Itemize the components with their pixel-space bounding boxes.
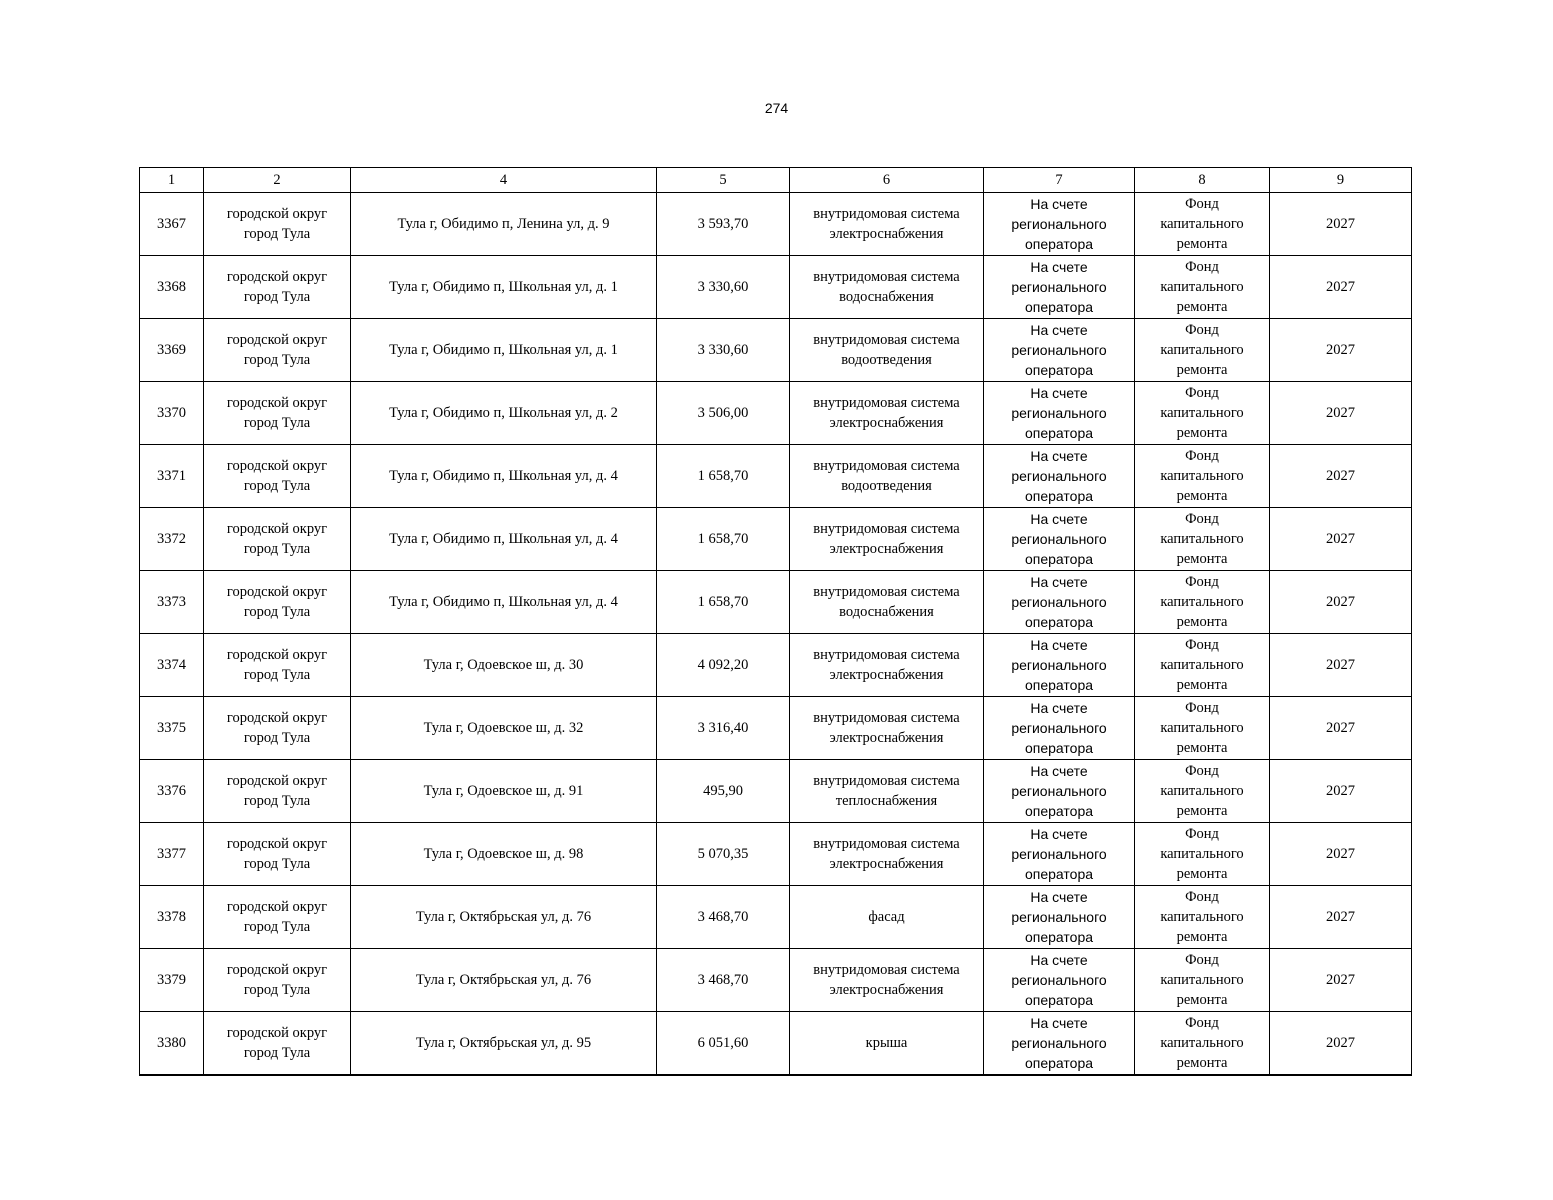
area-cell: 4 092,20	[657, 634, 790, 697]
area-cell: 1 658,70	[657, 571, 790, 634]
area-cell: 495,90	[657, 760, 790, 823]
account-cell-line: регионального	[1011, 531, 1107, 547]
fund-cell-line: капитального	[1160, 531, 1244, 547]
system-cell	[790, 193, 984, 256]
row-number-cell: 3377	[140, 823, 204, 886]
area-cell: 1 658,70	[657, 445, 790, 508]
row-number-cell: 3373	[140, 571, 204, 634]
table-body	[140, 193, 1412, 1076]
header-cell: 1	[140, 168, 204, 193]
district-cell-line: город Тула	[243, 730, 311, 746]
district-cell-line: город Тула	[243, 1045, 311, 1061]
area-cell: 6 051,60	[657, 1012, 790, 1076]
account-cell-line: регионального	[1011, 468, 1107, 484]
account-cell-line: На счете	[1030, 196, 1088, 212]
account-cell-line: оператора	[1024, 929, 1094, 945]
table-row	[140, 760, 1412, 823]
system-cell-line: электроснабжения	[829, 541, 944, 557]
system-cell-line: внутридомовая система	[813, 269, 960, 285]
system-cell	[790, 1012, 984, 1076]
fund-cell-line: капитального	[1160, 720, 1244, 736]
account-cell-line: оператора	[1024, 866, 1094, 882]
fund-cell	[1135, 256, 1270, 319]
table-row	[140, 445, 1412, 508]
district-cell-line: городской округ	[226, 647, 328, 663]
fund-cell-line: ремонта	[1176, 551, 1228, 567]
fund-cell	[1135, 634, 1270, 697]
row-number-cell: 3369	[140, 319, 204, 382]
row-number-cell: 3375	[140, 697, 204, 760]
area-cell: 5 070,35	[657, 823, 790, 886]
table-row	[140, 382, 1412, 445]
address-cell: Тула г, Обидимо п, Школьная ул, д. 1	[351, 256, 657, 319]
account-cell	[984, 760, 1135, 823]
fund-cell-line: Фонд	[1185, 1015, 1219, 1031]
account-cell-line: регионального	[1011, 720, 1107, 736]
account-cell	[984, 382, 1135, 445]
district-cell-line: город Тула	[243, 604, 311, 620]
district-cell	[204, 823, 351, 886]
year-cell: 2027	[1270, 1012, 1412, 1076]
system-cell-line: крыша	[865, 1035, 908, 1051]
account-cell-line: регионального	[1011, 972, 1107, 988]
account-cell-line: регионального	[1011, 783, 1107, 799]
fund-cell-line: ремонта	[1176, 677, 1228, 693]
account-cell-line: На счете	[1030, 385, 1088, 401]
address-cell: Тула г, Одоевское ш, д. 30	[351, 634, 657, 697]
fund-cell-line: Фонд	[1185, 196, 1219, 212]
table-row	[140, 949, 1412, 1012]
fund-cell-line: капитального	[1160, 468, 1244, 484]
district-cell-line: городской округ	[226, 269, 328, 285]
address-cell: Тула г, Обидимо п, Школьная ул, д. 1	[351, 319, 657, 382]
system-cell	[790, 886, 984, 949]
account-cell-line: На счете	[1030, 700, 1088, 716]
row-number-cell: 3367	[140, 193, 204, 256]
fund-cell-line: ремонта	[1176, 929, 1228, 945]
row-number-cell: 3370	[140, 382, 204, 445]
district-cell-line: город Тула	[243, 982, 311, 998]
fund-cell-line: Фонд	[1185, 511, 1219, 527]
account-cell-line: оператора	[1024, 236, 1094, 252]
fund-cell-line: капитального	[1160, 972, 1244, 988]
account-cell-line: оператора	[1024, 677, 1094, 693]
district-cell-line: городской округ	[226, 521, 328, 537]
account-cell-line: На счете	[1030, 259, 1088, 275]
fund-cell-line: ремонта	[1176, 992, 1228, 1008]
account-cell-line: На счете	[1030, 637, 1088, 653]
area-cell: 3 593,70	[657, 193, 790, 256]
fund-cell-line: Фонд	[1185, 385, 1219, 401]
account-cell-line: регионального	[1011, 657, 1107, 673]
fund-cell	[1135, 571, 1270, 634]
fund-cell-line: ремонта	[1176, 236, 1228, 252]
district-cell-line: городской округ	[226, 899, 328, 915]
address-cell: Тула г, Одоевское ш, д. 98	[351, 823, 657, 886]
fund-cell-line: капитального	[1160, 279, 1244, 295]
account-cell-line: оператора	[1024, 803, 1094, 819]
system-cell	[790, 382, 984, 445]
district-cell	[204, 445, 351, 508]
fund-cell	[1135, 823, 1270, 886]
year-cell: 2027	[1270, 823, 1412, 886]
system-cell	[790, 760, 984, 823]
system-cell-line: теплоснабжения	[835, 793, 938, 809]
district-cell-line: городской округ	[226, 773, 328, 789]
district-cell-line: город Тула	[243, 856, 311, 872]
district-cell-line: городской округ	[226, 458, 328, 474]
fund-cell-line: капитального	[1160, 1035, 1244, 1051]
address-cell: Тула г, Обидимо п, Школьная ул, д. 4	[351, 571, 657, 634]
system-cell-line: водоснабжения	[839, 604, 934, 620]
fund-cell-line: ремонта	[1176, 1055, 1228, 1071]
system-cell-line: электроснабжения	[829, 730, 944, 746]
area-cell: 3 316,40	[657, 697, 790, 760]
table-row	[140, 697, 1412, 760]
account-cell	[984, 571, 1135, 634]
district-cell	[204, 634, 351, 697]
header-cell: 5	[657, 168, 790, 193]
fund-cell	[1135, 382, 1270, 445]
account-cell	[984, 1012, 1135, 1076]
system-cell	[790, 697, 984, 760]
area-cell: 3 468,70	[657, 949, 790, 1012]
district-cell-line: город Тула	[243, 289, 311, 305]
account-cell	[984, 823, 1135, 886]
system-cell	[790, 256, 984, 319]
fund-cell-line: ремонта	[1176, 614, 1228, 630]
fund-cell-line: Фонд	[1185, 889, 1219, 905]
table-row	[140, 508, 1412, 571]
row-number-cell: 3368	[140, 256, 204, 319]
account-cell-line: регионального	[1011, 342, 1107, 358]
account-cell-line: регионального	[1011, 1035, 1107, 1051]
account-cell	[984, 445, 1135, 508]
system-cell-line: водоснабжения	[839, 289, 934, 305]
area-cell: 3 506,00	[657, 382, 790, 445]
account-cell-line: На счете	[1030, 574, 1088, 590]
district-cell-line: город Тула	[243, 919, 311, 935]
fund-cell-line: Фонд	[1185, 700, 1219, 716]
account-cell-line: На счете	[1030, 448, 1088, 464]
system-cell-line: электроснабжения	[829, 982, 944, 998]
system-cell-line: внутридомовая система	[813, 458, 960, 474]
account-cell	[984, 193, 1135, 256]
account-cell-line: регионального	[1011, 405, 1107, 421]
account-cell-line: оператора	[1024, 488, 1094, 504]
account-cell-line: регионального	[1011, 846, 1107, 862]
year-cell: 2027	[1270, 571, 1412, 634]
area-cell: 3 330,60	[657, 256, 790, 319]
fund-cell	[1135, 445, 1270, 508]
address-cell: Тула г, Октябрьская ул, д. 76	[351, 886, 657, 949]
account-cell	[984, 508, 1135, 571]
year-cell: 2027	[1270, 697, 1412, 760]
system-cell	[790, 823, 984, 886]
table-row	[140, 571, 1412, 634]
year-cell: 2027	[1270, 319, 1412, 382]
account-cell-line: На счете	[1030, 763, 1088, 779]
district-cell-line: город Тула	[243, 415, 311, 431]
system-cell	[790, 949, 984, 1012]
system-cell-line: внутридомовая система	[813, 521, 960, 537]
account-cell-line: регионального	[1011, 594, 1107, 610]
row-number-cell: 3376	[140, 760, 204, 823]
row-number-cell: 3380	[140, 1012, 204, 1076]
system-cell-line: внутридомовая система	[813, 332, 960, 348]
year-cell: 2027	[1270, 193, 1412, 256]
table-row	[140, 193, 1412, 256]
table-row	[140, 886, 1412, 949]
area-cell: 3 468,70	[657, 886, 790, 949]
account-cell	[984, 256, 1135, 319]
fund-cell-line: капитального	[1160, 657, 1244, 673]
header-cell: 8	[1135, 168, 1270, 193]
system-cell-line: водоотведения	[841, 352, 932, 368]
district-cell-line: город Тула	[243, 541, 311, 557]
table-row	[140, 634, 1412, 697]
account-cell-line: оператора	[1024, 992, 1094, 1008]
fund-cell-line: капитального	[1160, 846, 1244, 862]
system-cell-line: электроснабжения	[829, 667, 944, 683]
account-cell-line: На счете	[1030, 826, 1088, 842]
fund-cell-line: Фонд	[1185, 952, 1219, 968]
district-cell-line: городской округ	[226, 584, 328, 600]
fund-cell-line: капитального	[1160, 342, 1244, 358]
system-cell	[790, 634, 984, 697]
district-cell	[204, 571, 351, 634]
district-cell-line: город Тула	[243, 478, 311, 494]
system-cell-line: электроснабжения	[829, 415, 944, 431]
year-cell: 2027	[1270, 634, 1412, 697]
system-cell	[790, 571, 984, 634]
district-cell-line: город Тула	[243, 352, 311, 368]
fund-cell	[1135, 697, 1270, 760]
district-cell-line: городской округ	[226, 206, 328, 222]
year-cell: 2027	[1270, 949, 1412, 1012]
account-cell-line: На счете	[1030, 322, 1088, 338]
district-cell	[204, 886, 351, 949]
district-cell	[204, 256, 351, 319]
system-cell-line: внутридомовая система	[813, 206, 960, 222]
district-cell	[204, 382, 351, 445]
table-row	[140, 256, 1412, 319]
district-cell	[204, 949, 351, 1012]
system-cell-line: электроснабжения	[829, 856, 944, 872]
address-cell: Тула г, Обидимо п, Школьная ул, д. 2	[351, 382, 657, 445]
account-cell-line: регионального	[1011, 909, 1107, 925]
row-number-cell: 3378	[140, 886, 204, 949]
system-cell-line: внутридомовая система	[813, 584, 960, 600]
account-cell-line: На счете	[1030, 511, 1088, 527]
account-cell-line: регионального	[1011, 216, 1107, 232]
row-number-cell: 3379	[140, 949, 204, 1012]
address-cell: Тула г, Обидимо п, Ленина ул, д. 9	[351, 193, 657, 256]
account-cell-line: оператора	[1024, 299, 1094, 315]
table-row	[140, 319, 1412, 382]
fund-cell-line: капитального	[1160, 909, 1244, 925]
account-cell-line: На счете	[1030, 1015, 1088, 1031]
district-cell	[204, 760, 351, 823]
fund-cell-line: капитального	[1160, 594, 1244, 610]
page-number: 274	[764, 100, 789, 116]
district-cell-line: городской округ	[226, 962, 328, 978]
district-cell-line: городской округ	[226, 332, 328, 348]
header-cell: 7	[984, 168, 1135, 193]
fund-cell-line: ремонта	[1176, 488, 1228, 504]
fund-cell-line: Фонд	[1185, 448, 1219, 464]
account-cell	[984, 697, 1135, 760]
capital-repair-table	[139, 167, 1412, 1076]
header-row	[140, 168, 1412, 193]
fund-cell	[1135, 1012, 1270, 1076]
district-cell-line: город Тула	[243, 793, 311, 809]
table-row	[140, 1012, 1412, 1076]
year-cell: 2027	[1270, 886, 1412, 949]
year-cell: 2027	[1270, 256, 1412, 319]
header-cell: 9	[1270, 168, 1412, 193]
system-cell-line: электроснабжения	[829, 226, 944, 242]
fund-cell	[1135, 760, 1270, 823]
table-row	[140, 823, 1412, 886]
account-cell-line: На счете	[1030, 889, 1088, 905]
system-cell-line: фасад	[868, 909, 905, 925]
district-cell-line: городской округ	[226, 710, 328, 726]
fund-cell-line: Фонд	[1185, 259, 1219, 275]
year-cell: 2027	[1270, 382, 1412, 445]
area-cell: 1 658,70	[657, 508, 790, 571]
fund-cell-line: ремонта	[1176, 866, 1228, 882]
account-cell	[984, 886, 1135, 949]
fund-cell	[1135, 508, 1270, 571]
header-cell: 4	[351, 168, 657, 193]
fund-cell-line: капитального	[1160, 216, 1244, 232]
header-cell: 6	[790, 168, 984, 193]
district-cell	[204, 193, 351, 256]
district-cell	[204, 319, 351, 382]
address-cell: Тула г, Обидимо п, Школьная ул, д. 4	[351, 445, 657, 508]
account-cell-line: оператора	[1024, 1055, 1094, 1071]
district-cell-line: городской округ	[226, 1025, 328, 1041]
account-cell-line: оператора	[1024, 551, 1094, 567]
year-cell: 2027	[1270, 760, 1412, 823]
fund-cell-line: Фонд	[1185, 637, 1219, 653]
fund-cell-line: капитального	[1160, 405, 1244, 421]
account-cell	[984, 949, 1135, 1012]
district-cell	[204, 697, 351, 760]
fund-cell	[1135, 193, 1270, 256]
row-number-cell: 3371	[140, 445, 204, 508]
account-cell	[984, 634, 1135, 697]
district-cell-line: город Тула	[243, 667, 311, 683]
fund-cell	[1135, 319, 1270, 382]
row-number-cell: 3372	[140, 508, 204, 571]
district-cell	[204, 508, 351, 571]
fund-cell-line: ремонта	[1176, 803, 1228, 819]
fund-cell-line: Фонд	[1185, 763, 1219, 779]
system-cell-line: внутридомовая система	[813, 710, 960, 726]
account-cell-line: оператора	[1024, 425, 1094, 441]
fund-cell-line: Фонд	[1185, 322, 1219, 338]
account-cell-line: оператора	[1024, 362, 1094, 378]
system-cell	[790, 508, 984, 571]
row-number-cell: 3374	[140, 634, 204, 697]
address-cell: Тула г, Обидимо п, Школьная ул, д. 4	[351, 508, 657, 571]
account-cell	[984, 319, 1135, 382]
system-cell-line: внутридомовая система	[813, 773, 960, 789]
fund-cell-line: ремонта	[1176, 740, 1228, 756]
system-cell-line: внутридомовая система	[813, 395, 960, 411]
area-cell: 3 330,60	[657, 319, 790, 382]
address-cell: Тула г, Октябрьская ул, д. 76	[351, 949, 657, 1012]
year-cell: 2027	[1270, 508, 1412, 571]
fund-cell-line: Фонд	[1185, 826, 1219, 842]
fund-cell-line: ремонта	[1176, 299, 1228, 315]
account-cell-line: регионального	[1011, 279, 1107, 295]
fund-cell-line: Фонд	[1185, 574, 1219, 590]
fund-cell-line: ремонта	[1176, 362, 1228, 378]
account-cell-line: оператора	[1024, 740, 1094, 756]
fund-cell	[1135, 886, 1270, 949]
fund-cell-line: капитального	[1160, 783, 1244, 799]
district-cell	[204, 1012, 351, 1076]
system-cell	[790, 445, 984, 508]
address-cell: Тула г, Октябрьская ул, д. 95	[351, 1012, 657, 1076]
year-cell: 2027	[1270, 445, 1412, 508]
fund-cell-line: ремонта	[1176, 425, 1228, 441]
system-cell-line: внутридомовая система	[813, 836, 960, 852]
header-cell: 2	[204, 168, 351, 193]
system-cell	[790, 319, 984, 382]
district-cell-line: город Тула	[243, 226, 311, 242]
address-cell: Тула г, Одоевское ш, д. 91	[351, 760, 657, 823]
district-cell-line: городской округ	[226, 836, 328, 852]
system-cell-line: внутридомовая система	[813, 647, 960, 663]
district-cell-line: городской округ	[226, 395, 328, 411]
account-cell-line: На счете	[1030, 952, 1088, 968]
system-cell-line: внутридомовая система	[813, 962, 960, 978]
address-cell: Тула г, Одоевское ш, д. 32	[351, 697, 657, 760]
fund-cell	[1135, 949, 1270, 1012]
account-cell-line: оператора	[1024, 614, 1094, 630]
system-cell-line: водоотведения	[841, 478, 932, 494]
